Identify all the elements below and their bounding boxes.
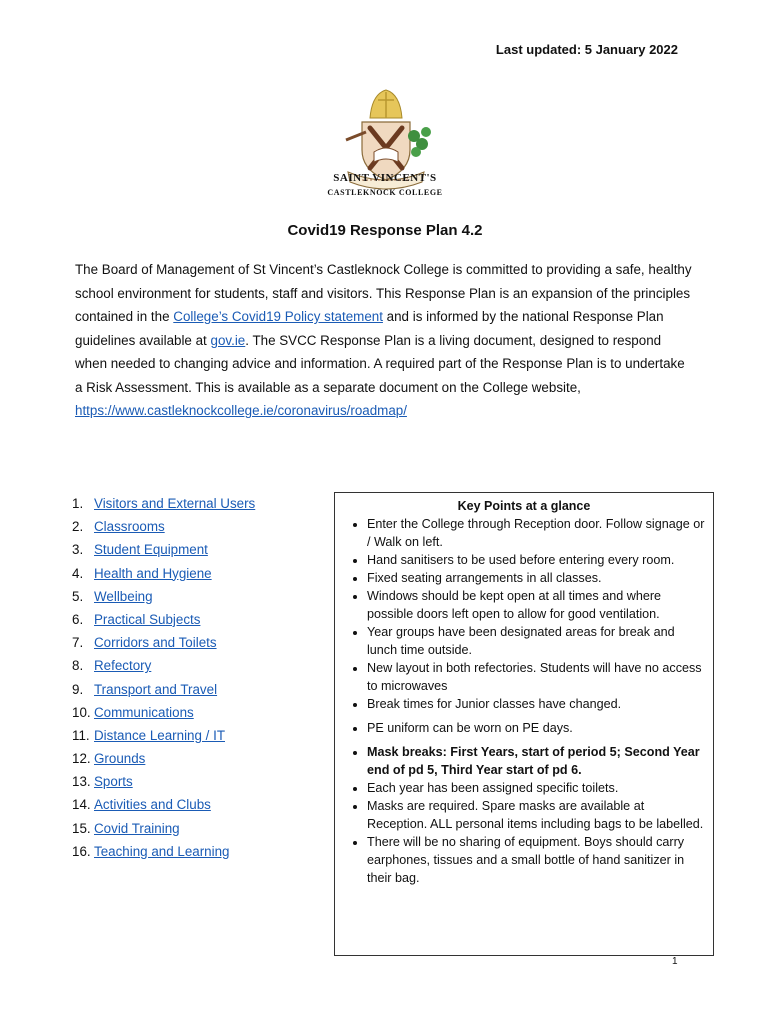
college-crest-logo xyxy=(326,88,446,204)
toc-link[interactable]: Wellbeing xyxy=(94,588,153,604)
list-item: • Each year has been assigned specific toilets. xyxy=(367,779,707,797)
contents-list xyxy=(72,492,255,863)
list-item: 9. Transport and Travel xyxy=(72,681,218,697)
key-points-heading: Key Points at a glance xyxy=(457,499,591,513)
list-item: • Windows should be kept open at all times and where possible doors left open to allow for good ventilation. xyxy=(367,587,707,623)
gov-ie-link[interactable]: gov.ie xyxy=(210,332,246,348)
last-updated: Last updated: 5 January 2022 xyxy=(495,42,678,57)
page-title: Covid19 Response Plan 4.2 xyxy=(287,222,483,239)
list-item: 15. Covid Training xyxy=(72,820,180,836)
intro-text-3: . The SVCC Response Plan is a living document, designed to respond when needed to changing advice and information. A required part of the Response Plan is to undertake a Risk Assessment. This is available as a separate document on the College website, xyxy=(75,332,685,395)
list-item: 10. Communications xyxy=(72,704,194,720)
list-item: 3. Student Equipment xyxy=(72,542,208,558)
list-item: 16. Teaching and Learning xyxy=(72,843,230,859)
key-points-list xyxy=(335,515,713,887)
list-item: • Mask breaks: First Years, start of period 5; Second Year end of pd 5, Third Year start of pd 6. xyxy=(367,743,707,779)
list-item: 14. Activities and Clubs xyxy=(72,797,211,813)
list-item: • Enter the College through Reception door. Follow signage or / Walk on left. xyxy=(367,515,707,551)
list-item: 7. Corridors and Toilets xyxy=(72,635,217,651)
toc-link[interactable]: Classrooms xyxy=(94,519,165,535)
list-item: • There will be no sharing of equipment. Boys should carry earphones, tissues and a small bottle of hand sanitizer in their bag. xyxy=(367,833,707,887)
toc-link[interactable]: Communications xyxy=(94,704,194,720)
toc-link[interactable]: Visitors and External Users xyxy=(94,496,256,511)
toc-link[interactable]: Practical Subjects xyxy=(94,611,201,627)
crest-name-line1: SAINT VINCENT'S xyxy=(333,172,437,184)
page-number: 1 xyxy=(672,956,678,967)
toc-link[interactable]: Health and Hygiene xyxy=(94,565,212,581)
key-points-box xyxy=(334,492,714,956)
toc-link[interactable]: Transport and Travel xyxy=(94,681,218,697)
toc-link[interactable]: Distance Learning / IT xyxy=(94,727,225,743)
list-item: • Masks are required. Spare masks are available at Reception. ALL personal items including bags to be labelled. xyxy=(367,797,707,833)
list-item: 2. Classrooms xyxy=(72,519,165,535)
toc-link[interactable]: Student Equipment xyxy=(94,542,208,558)
list-item: 4. Health and Hygiene xyxy=(72,565,212,581)
list-item: • Year groups have been designated areas for break and lunch time outside. xyxy=(367,623,707,659)
list-item: 12. Grounds xyxy=(72,751,146,767)
toc-link[interactable]: Sports xyxy=(94,774,133,790)
list-item: • New layout in both refectories. Students will have no access to microwaves xyxy=(367,659,707,695)
list-item: 5. Wellbeing xyxy=(72,588,153,604)
list-item: 1. Visitors and External Users xyxy=(72,496,256,511)
list-item: 8. Refectory xyxy=(72,658,152,674)
roadmap-link[interactable]: https://www.castleknockcollege.ie/coronavirus/roadmap/ xyxy=(75,403,407,418)
toc-link[interactable]: Activities and Clubs xyxy=(94,797,211,813)
toc-link[interactable]: Teaching and Learning xyxy=(94,843,230,859)
list-item: 6. Practical Subjects xyxy=(72,611,201,627)
list-item: • Fixed seating arrangements in all classes. xyxy=(367,569,707,587)
list-item: • PE uniform can be worn on PE days. xyxy=(367,719,707,737)
list-item: • Hand sanitisers to be used before entering every room. xyxy=(367,551,707,569)
toc-link[interactable]: Corridors and Toilets xyxy=(94,635,217,651)
policy-statement-link[interactable]: College’s Covid19 Policy statement xyxy=(173,309,383,324)
list-item: 11. Distance Learning / IT xyxy=(72,727,225,743)
intro-paragraph xyxy=(75,258,695,423)
list-item: • Break times for Junior classes have changed. xyxy=(367,695,707,713)
toc-link[interactable]: Grounds xyxy=(94,751,146,767)
crest-name-line2: CASTLEKNOCK COLLEGE xyxy=(327,188,443,197)
intro-text-2: and is informed by the national Response Plan guidelines available at xyxy=(75,309,664,348)
toc-link[interactable]: Refectory xyxy=(94,658,152,674)
intro-text-1: The Board of Management of St Vincent’s Castleknock College is committed to providing a safe, healthy school environment for students, staff and visitors. This Response Plan is an expansion of the principles contained in the xyxy=(75,262,692,324)
toc-link[interactable]: Covid Training xyxy=(94,820,180,836)
list-item: 13. Sports xyxy=(72,774,133,790)
